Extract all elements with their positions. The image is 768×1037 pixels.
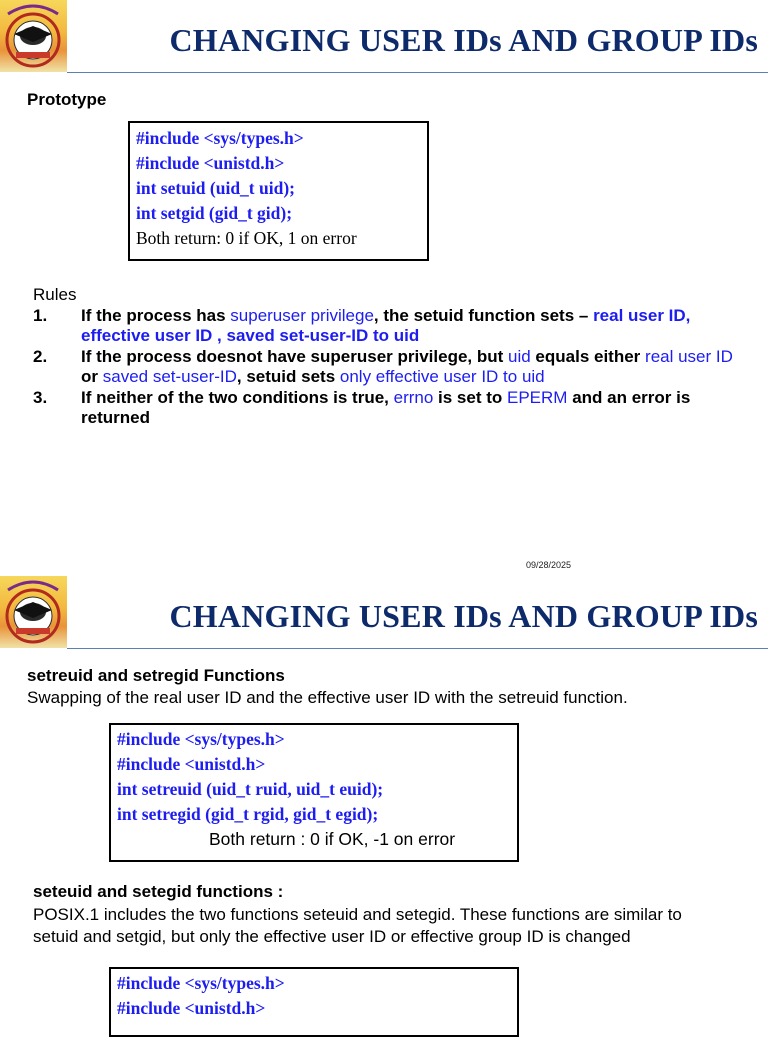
code-return-note: Both return : 0 if OK, -1 on error bbox=[209, 829, 456, 849]
slide-2 bbox=[0, 576, 768, 1024]
code-line: int setgid (gid_t gid); bbox=[136, 203, 293, 223]
rule-text: , setuid sets bbox=[236, 367, 340, 386]
code-line: int setreuid (uid_t ruid, uid_t euid); bbox=[117, 779, 384, 799]
rule-text: is set to bbox=[433, 387, 507, 407]
rule-text: , the setuid function sets – bbox=[373, 305, 594, 325]
rule-text-highlight: EPERM bbox=[507, 387, 568, 407]
slide-title: CHANGING USER IDs AND GROUP IDs bbox=[169, 22, 758, 58]
section-heading: setreuid and setregid Functions bbox=[27, 666, 285, 685]
code-line: #include <sys/types.h> bbox=[117, 729, 285, 749]
code-return-note: Both return: 0 if OK, 1 on error bbox=[136, 228, 357, 248]
rule-number: 2. bbox=[33, 346, 48, 366]
institution-logo-icon bbox=[0, 0, 67, 72]
rule-number: 1. bbox=[33, 305, 48, 325]
rule-text-highlight: errno bbox=[393, 387, 434, 407]
rule-text: If neither of the two conditions is true, bbox=[81, 387, 394, 407]
code-line: #include <unistd.h> bbox=[117, 998, 266, 1018]
rule-text-highlight: only effective user ID to uid bbox=[339, 367, 545, 386]
rules-list bbox=[33, 285, 733, 429]
code-line: #include <sys/types.h> bbox=[117, 973, 285, 993]
code-line: int setregid (gid_t rgid, gid_t egid); bbox=[117, 804, 379, 824]
prototype-heading: Prototype bbox=[27, 90, 107, 109]
rule-text: and an error is returned bbox=[81, 387, 691, 427]
rule-text: If the process doesnot have superuser privilege, but bbox=[81, 346, 509, 366]
rule-text: or bbox=[81, 367, 103, 386]
rule-text: equals either bbox=[530, 346, 646, 366]
slide-date: 09/28/2025 bbox=[526, 560, 572, 570]
rule-text-highlight: saved set-user-ID bbox=[102, 367, 237, 386]
rules-heading: Rules bbox=[33, 285, 77, 304]
seteuid-code-box bbox=[109, 967, 519, 1037]
rule-text: If the process has bbox=[81, 305, 231, 325]
title-underline bbox=[67, 648, 768, 649]
setreuid-code-box bbox=[109, 723, 519, 862]
section-text: POSIX.1 includes the two functions seteuid and setegid. These functions are similar to setuid and setgid, but only the effective user ID or effective group ID is changed bbox=[33, 905, 682, 946]
rule-number: 3. bbox=[33, 387, 48, 407]
rule-text-highlight: uid bbox=[508, 346, 531, 366]
prototype-code-box bbox=[128, 121, 429, 261]
code-line: #include <sys/types.h> bbox=[136, 128, 304, 148]
rule-item bbox=[33, 306, 733, 347]
rule-text-highlight: real user ID bbox=[645, 346, 733, 366]
title-underline bbox=[67, 72, 768, 73]
code-line: int setuid (uid_t uid); bbox=[136, 178, 295, 198]
rule-text-highlight: superuser privilege bbox=[230, 305, 374, 325]
rule-item bbox=[33, 347, 733, 388]
rule-item bbox=[33, 388, 733, 429]
rule-text-highlight: real user ID, effective user ID , saved set-user-ID to uid bbox=[81, 305, 691, 345]
slide-title: CHANGING USER IDs AND GROUP IDs bbox=[169, 598, 758, 634]
institution-logo-icon bbox=[0, 576, 67, 648]
code-line: #include <unistd.h> bbox=[117, 754, 266, 774]
code-line: #include <unistd.h> bbox=[136, 153, 285, 173]
section-heading: seteuid and setegid functions : bbox=[33, 882, 284, 901]
section-text: Swapping of the real user ID and the effective user ID with the setreuid function. bbox=[27, 688, 628, 707]
